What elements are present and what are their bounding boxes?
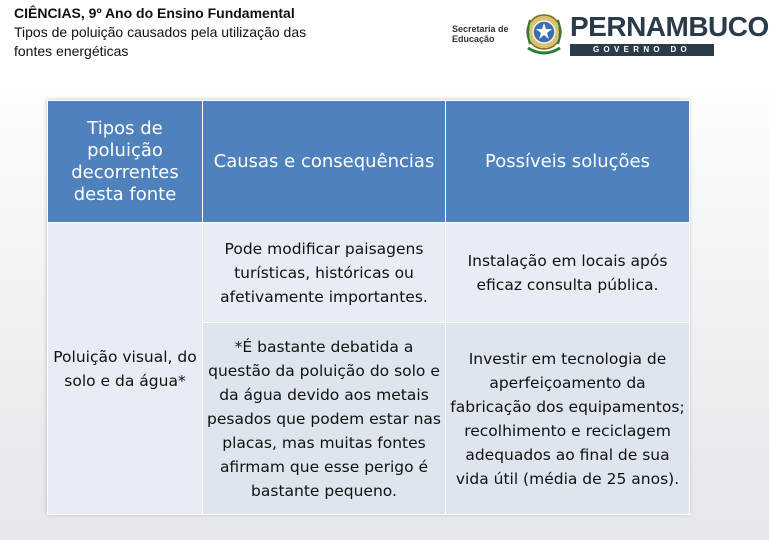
secretaria-line-2: Educação [452,34,495,44]
table-row [48,223,690,323]
secretaria-label [452,24,514,44]
pollution-type-cell: Poluição visual, do solo e da água* [48,223,203,515]
table-header-row [48,101,690,223]
brand-name: PERNAMBUCO [570,11,769,42]
state-coat-of-arms-icon [522,10,566,58]
header-causes: Causas e consequências [203,101,446,223]
cause-cell: Pode modificar paisagens turísticas, históricas ou afetivamente importantes. [203,223,446,323]
subject-title: CIÊNCIAS, 9º Ano do Ensino Fundamental [14,5,295,21]
slide-header [14,4,434,61]
cause-cell: *É bastante debatida a questão da poluição do solo e da água devido aos metais pesados que podem estar nas placas, mas muitas fontes afirmam que esse perigo é bastante pequeno. [203,323,446,515]
solution-cell: Investir em tecnologia de aperfeiçoamento da fabricação dos equipamentos; recolhimento e reciclagem adequados ao final de sua vida útil (média de 25 anos). [446,323,690,515]
header-types: Tipos de poluição decorrentes desta fonte [48,101,203,223]
header-solutions: Possíveis soluções [446,101,690,223]
topic-line-2: fontes energéticas [14,43,129,59]
secretaria-line-1: Secretaria de [452,24,509,34]
brand-subtitle: GOVERNO DO ESTADO [570,44,714,56]
solution-cell: Instalação em locais após eficaz consulta pública. [446,223,690,323]
topic-line-1: Tipos de poluição causados pela utilização das [14,24,307,40]
government-logo [452,10,769,66]
pollution-table [47,100,689,514]
